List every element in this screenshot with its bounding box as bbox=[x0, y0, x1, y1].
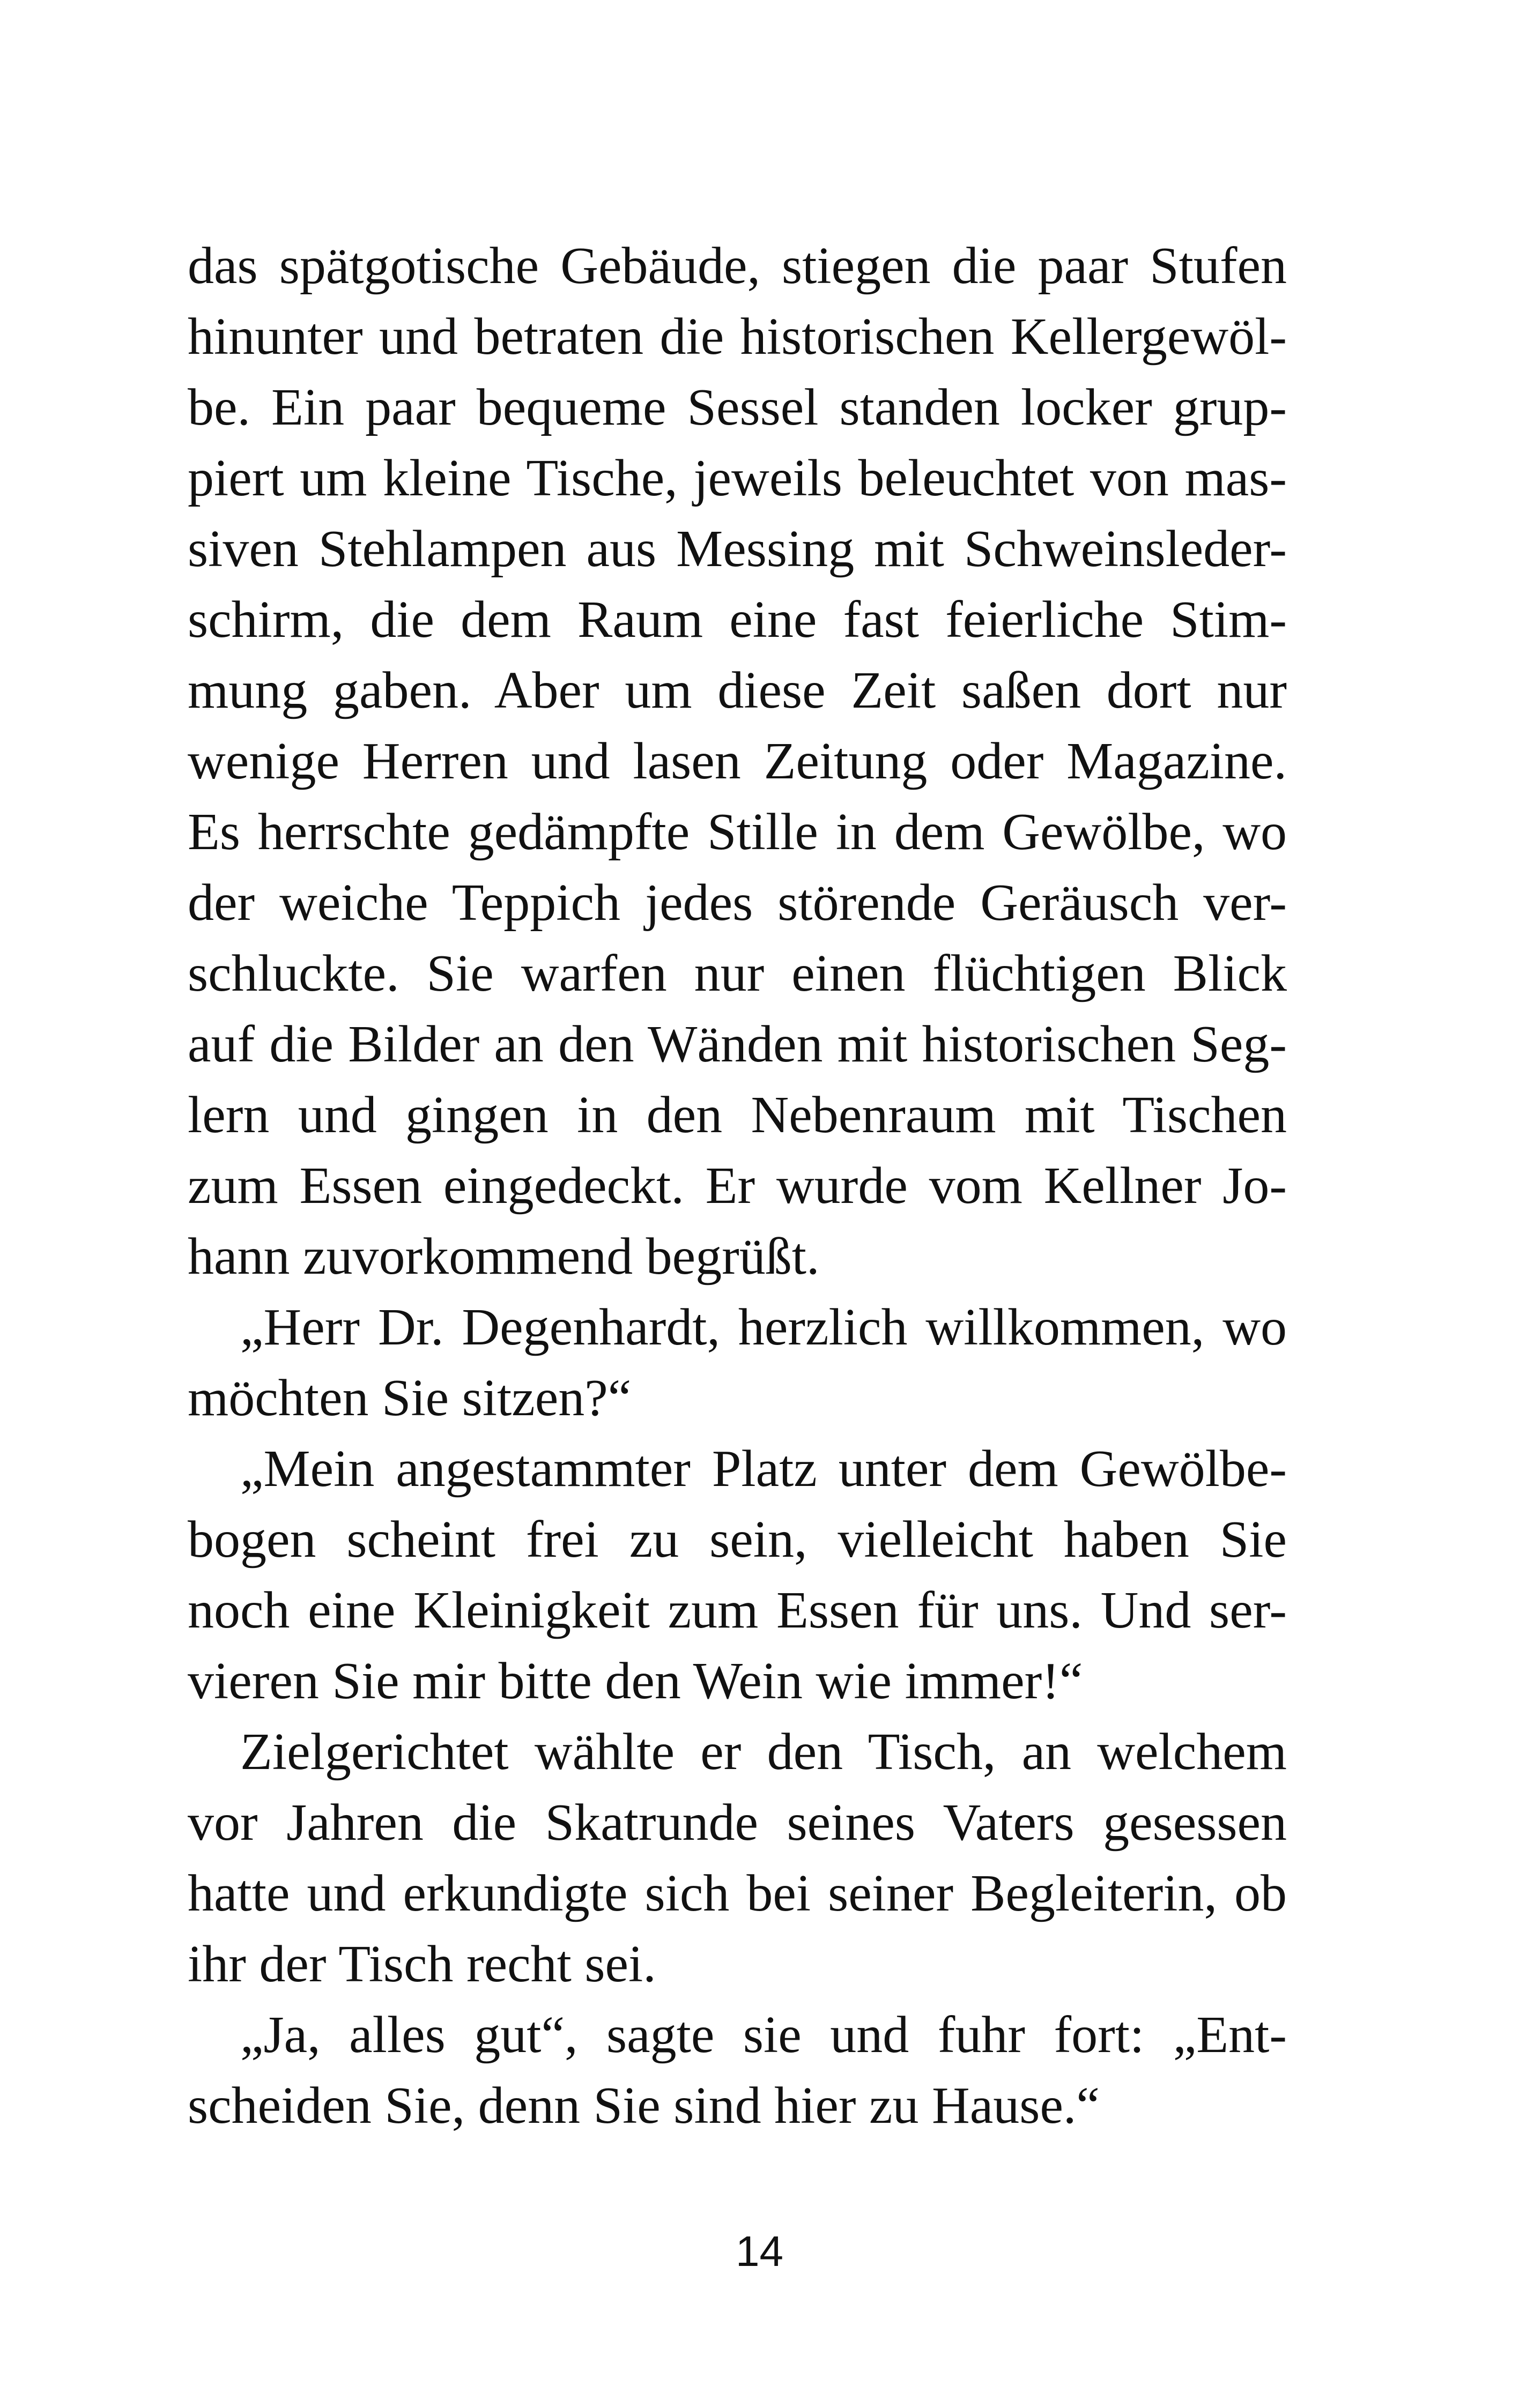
text-line: hatte und erkundigte sich bei seiner Begleiterin, ob bbox=[188, 1864, 1287, 1922]
text-line: das spätgotische Gebäude, stiegen die paar Stufen bbox=[188, 237, 1287, 295]
text-line: Zielgerichtet wählte er den Tisch, an welchem bbox=[240, 1723, 1287, 1781]
text-line: bogen scheint frei zu sein, vielleicht haben Sie bbox=[188, 1511, 1287, 1569]
text-line: zum Essen eingedeckt. Er wurde vom Kellner Jo- bbox=[188, 1157, 1287, 1215]
text-line: „Ja, alles gut“, sagte sie und fuhr fort: „Ent- bbox=[240, 2006, 1287, 2064]
text-line: be. Ein paar bequeme Sessel standen locker grup- bbox=[188, 378, 1287, 436]
text-line: piert um kleine Tische, jeweils beleuchtet von mas- bbox=[188, 449, 1287, 507]
text-line: hann zuvorkommend begrüßt. bbox=[188, 1228, 820, 1285]
text-line: noch eine Kleinigkeit zum Essen für uns. Und ser- bbox=[188, 1581, 1287, 1639]
text-line: Es herrschte gedämpfte Stille in dem Gewölbe, wo bbox=[188, 803, 1287, 861]
text-line: möchten Sie sitzen?“ bbox=[188, 1369, 632, 1427]
text-line: scheiden Sie, denn Sie sind hier zu Hause.“ bbox=[188, 2077, 1100, 2135]
text-line: vieren Sie mir bitte den Wein wie immer!“ bbox=[188, 1652, 1083, 1710]
text-line: auf die Bilder an den Wänden mit historischen Seg- bbox=[188, 1015, 1287, 1073]
text-line: siven Stehlampen aus Messing mit Schweinsleder- bbox=[188, 520, 1287, 578]
text-line: „Mein angestammter Platz unter dem Gewölbe- bbox=[240, 1440, 1287, 1498]
text-line: der weiche Teppich jedes störende Geräusch ver- bbox=[188, 874, 1287, 932]
text-line: ihr der Tisch recht sei. bbox=[188, 1935, 656, 1993]
text-line: „Herr Dr. Degenhardt, herzlich willkommen, wo bbox=[240, 1298, 1287, 1356]
text-line: vor Jahren die Skatrunde seines Vaters gesessen bbox=[188, 1794, 1287, 1852]
body-text bbox=[188, 231, 1287, 2141]
text-line: wenige Herren und lasen Zeitung oder Magazine. bbox=[188, 732, 1287, 790]
text-line: lern und gingen in den Nebenraum mit Tischen bbox=[188, 1086, 1287, 1144]
text-line: schirm, die dem Raum eine fast feierliche Stim- bbox=[188, 591, 1287, 649]
text-line: schluckte. Sie warfen nur einen flüchtigen Blick bbox=[188, 945, 1287, 1002]
page-number: 14 bbox=[736, 2227, 783, 2275]
text-line: mung gaben. Aber um diese Zeit saßen dort nur bbox=[188, 662, 1287, 719]
text-line: hinunter und betraten die historischen Kellergewöl- bbox=[188, 308, 1287, 366]
